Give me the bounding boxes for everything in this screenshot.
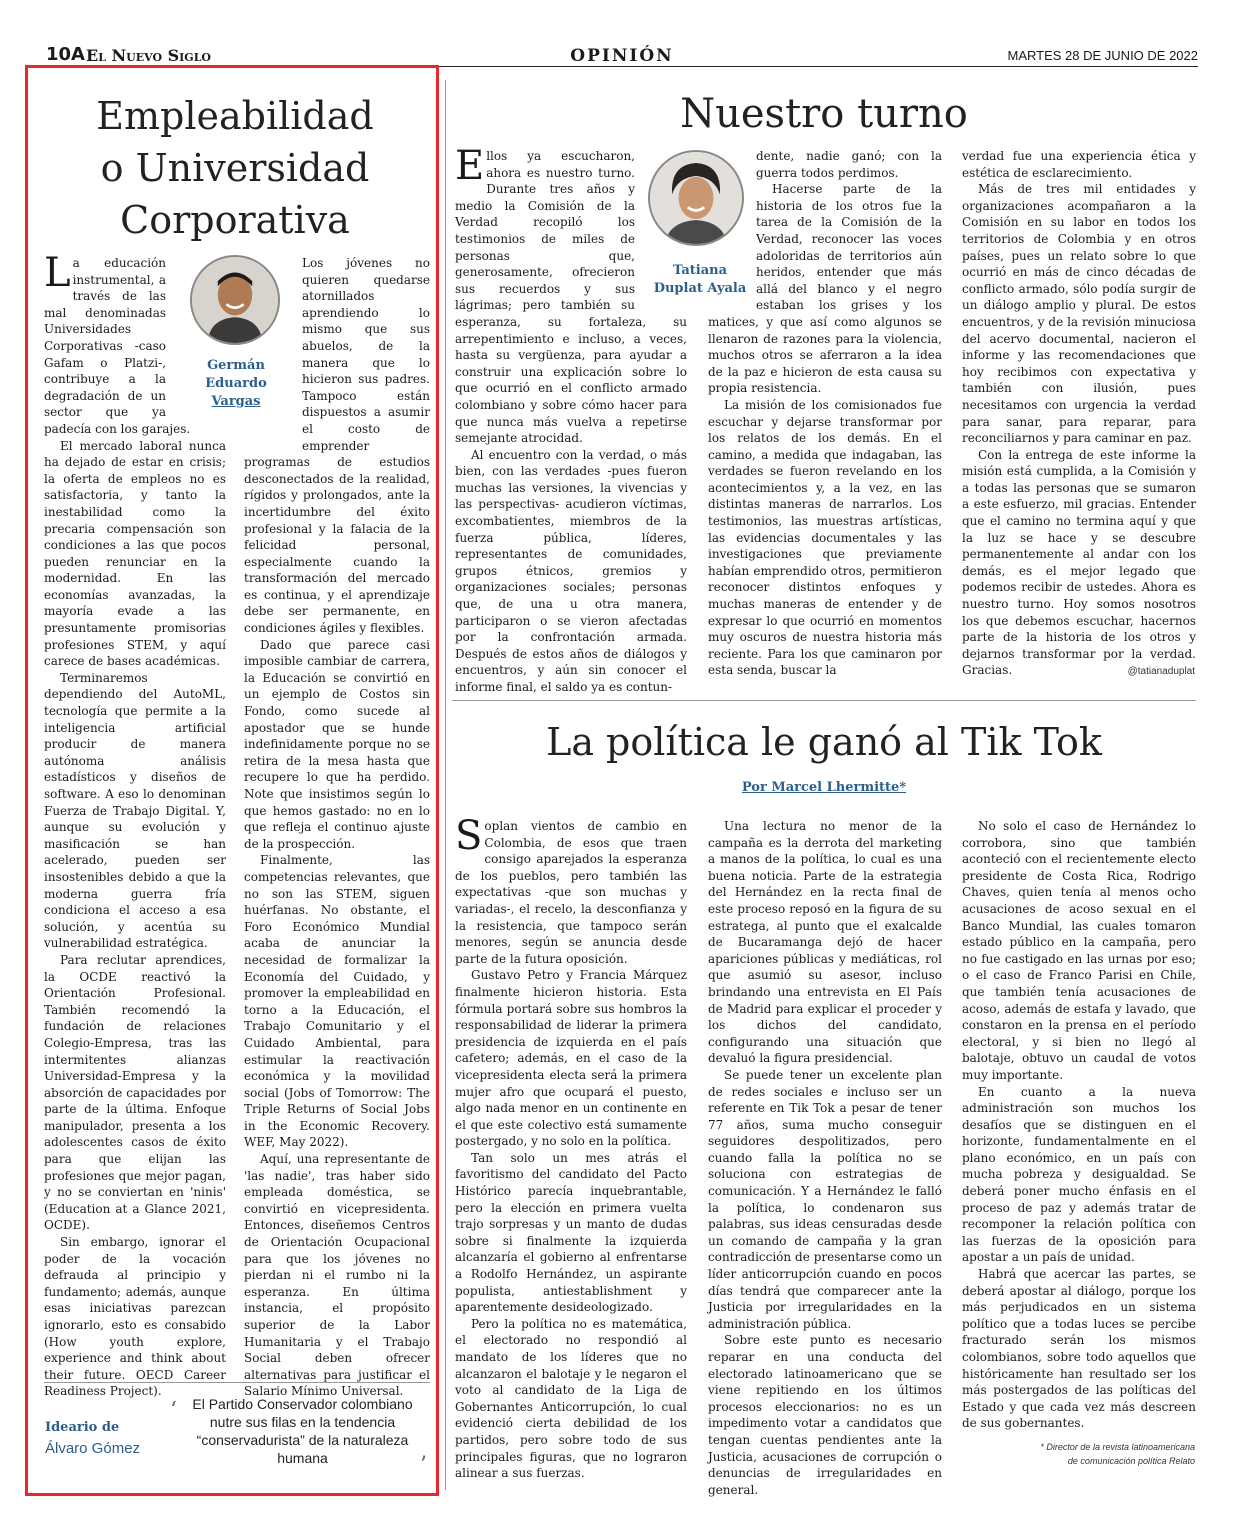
- quote-open-icon: ‘: [170, 1398, 177, 1423]
- paragraph: dente, nadie ganó; con la guerra todos perdimos.: [756, 149, 942, 180]
- page-number: 10A: [46, 44, 85, 65]
- paragraph: Finalmente, las competencias relevantes, que no son las STEM, siguen huérfanas. No obstante, el Foro Económico Mundial acaba de anunciar la necesidad de formalizar la Economía del Cuidado, y promover la empleabilidad en torno a la Educación, el Trabajo Comunitario y el Cuidado Ambiental, para estimular la reactivación económica y la movilidad social (Jobs of Tomorrow: The Triple Returns of Social Jobs in the Economic Recovery. WEF, May 2022).: [244, 853, 430, 1150]
- article-turno-headline: Nuestro turno: [680, 91, 968, 137]
- author-name: Tatiana: [672, 263, 728, 278]
- author-name: Vargas: [211, 394, 261, 409]
- ideario-label: Ideario de: [45, 1420, 120, 1435]
- drop-cap: L: [44, 250, 71, 296]
- paragraph: Pero la política no es matemática, el electorado no respondió al mandato de los líderes que no alcanzaron el balotaje y le negaron el voto al candidato de la Liga de Gobernantes Anticorrupción, lo cual evidenció cierta debilidad de los partidos, pero sobre todo de sus principales figuras, que no lograron alinear a sus fuerzas.: [455, 1316, 687, 1481]
- ideario-quote: El Partido Conservador colombiano nutre sus filas en la tendencia “conservadurista” de la naturaleza humana: [192, 1396, 413, 1466]
- paragraph: Los jóvenes no quieren quedarse atornillados aprendiendo lo mismo que sus abuelos, de la manera que lo hicieron sus padres. Tampoco están dispuestos a asumir el costo de emprender programas de estudios desconectados de la realidad, rígidos y prolongados, ante la incertidumbre del éxito profesional y la falacia de la felicidad personal, especialmente cuando la transformación del mercado es continua, y el aprendizaje debe ser permanente, en condiciones ágiles y flexibles.: [244, 256, 430, 636]
- ideario-divider: [44, 1382, 430, 1383]
- paragraph: Una lectura no menor de la campaña es la derrota del marketing a manos de la política, lo cual es una buena noticia. Parte de la estrategia del Hernández en la recta final de este proceso reposó en la figura de su estratega, al punto que el exalcalde de Bucaramanga dejó de hacer apariciones públicas y mediáticas, rol que asumió su asesor, incluso brindando una entrevista en El País de Madrid para explicar el proceder y los dichos del candidato, configurando una situación que devaluó la figura presidencial.: [708, 819, 942, 1066]
- paragraph: La educación instrumental, a través de las mal denominadas Universidades Corporativas -caso Gafam o Platzi-, contribuye a la degradación de un sector que ya padecía con los garajes.: [44, 250, 191, 436]
- newspaper-name: El Nuevo Siglo: [86, 46, 212, 65]
- issue-date: MARTES 28 DE JUNIO DE 2022: [1007, 48, 1198, 63]
- drop-cap: S: [455, 813, 483, 859]
- paragraph: Ellos ya escucharon, ahora es nuestro turno. Durante tres años y medio la Comisión de la Verdad recopiló los testimonios de miles de personas que, generosamente, ofrecieron sus recuerdos y sus lágrimas; pero también su esperanza, su fortaleza, su arrepentimiento e incluso, a veces, hasta su vergüenza, para ayudar a construir una explicación sobre lo que ocurrió en el conflicto armado colombiano y sobre cómo hacer para que nunca más vuelva a repetirse semejante atrocidad.: [455, 143, 687, 446]
- paragraph: Al encuentro con la verdad, o más bien, con las verdades -pues fueron muchas las versiones, la vivencias y las perspectivas- acudieron víctimas, excombatientes, miembros de la fuerza pública, líderes, representantes de comunidades, grupos étnicos, gremios y organizaciones sociales; personas que, de una u otra manera, participaron o se vieron afectadas por la confrontación armada. Después de estos años de diálogos y encuentros, y aún sin conocer el informe final, el saldo ya es contun-: [455, 447, 687, 694]
- article-left-column-1: [44, 250, 226, 1399]
- paragraph: Dado que parece casi imposible cambiar de carrera, la Educación se convirtió en un ejemplo de Costos sin Fondo, como sucede al apostador que se hunde indefinidamente porque no se retira de la mesa hasta que recupere lo que ha perdido. Note que insistimos según lo que hemos gastado: no en lo que refleja el continuo ajuste de la prospección.: [244, 637, 430, 851]
- article-tiktok-column-3: [962, 818, 1196, 1438]
- article-left-headline: [42, 90, 428, 246]
- paragraph: El mercado laboral nunca ha dejado de estar en crisis; la oferta de empleos no es satisfactoria, y tanto la inestabilidad como la precaria compensación son condiciones a las que pocos pueden renunciar en la modernidad. En las economías avanzadas, la mayoría evade a las presuntamente promisorias profesiones STEM, y aquí carece de bases académicas.: [44, 438, 226, 669]
- column-separator: [445, 80, 446, 1490]
- float-spacer: [166, 255, 226, 415]
- article-turno-column-1: [455, 143, 687, 694]
- paragraph: Habrá que acercar las partes, se deberá apostar al diálogo, porque los más perjudicados en un sistema político que a todas luces se percibe fracturado serán los mismos colombianos, sobre todo aquellos que históricamente han resultado ser los más postergados de las políticas del Estado y que cada vez más descreen de sus gobernantes.: [962, 1267, 1196, 1431]
- author-twitter-handle: @tatianaduplat: [1127, 666, 1195, 677]
- paragraph: Gustavo Petro y Francia Márquez finalmente hicieron historia. Esta fórmula portará sobre sus hombros la responsabilidad de liderar la primera presidencia de izquierda en el país cafetero; además, en el caso de la vicepresidenta electa será la primera mujer afro que ocupará el puesto, algo nada menor en un continente en el que este colectivo está sumamente postergado, y no solo en la política.: [455, 968, 687, 1149]
- paragraph: Hacerse parte de la historia de los otros fue la tarea de la Comisión de la Verdad, reconocer las voces adoloridas de territorios aún heridos, entender que más allá del blanco y el negro estaban los grises y los matices, y que así como algunos se llenaron de razones para la violencia, muchos otros se aferraron a la idea de la paz e hicieron de esta causa su propia resistencia.: [708, 182, 942, 396]
- author-footnote: [965, 1440, 1195, 1468]
- article-turno-column-2: [708, 148, 942, 688]
- ideario-author: Álvaro Gómez: [45, 1440, 141, 1457]
- footnote-line: * Director de la revista latinoamericana: [1040, 1442, 1195, 1452]
- author-name: Eduardo: [205, 376, 267, 391]
- paragraph: No solo el caso de Hernández lo corrobora, sino que también aconteció con el recientemente electo presidente de Costa Rica, Rodrigo Chaves, quien tenía al menos ocho acusaciones de acoso sexual en el Banco Mundial, las cuales tomaron estado público en la campaña, pero no fue castigado en las urnas por eso; o el caso de Franco Parisi en Chile, que también tenía acusaciones de acoso, además de estafa y lavado, que constaron en la prensa en el período electoral, y si bien no llegó al balotaje, obtuvo un caudal de votos muy importante.: [962, 819, 1196, 1082]
- paragraph: Soplan vientos de cambio en Colombia, de esos que traen consigo aparejados la esperanza de los pueblos, pero también las expectativas -que son muchas y variadas-, el recelo, la desconfianza y la resistencia, que tampoco serán menores, según se anuncia desde parte de la futura oposición.: [455, 813, 687, 966]
- author-name: Germán: [207, 358, 265, 373]
- paragraph: Sin embargo, ignorar el poder de la vocación defrauda al principio y fundamento; además, aunque esas iniciativas parezcan ignorarlo, esto es consabido (How youth explore, experience and think about their future. OECD Career Readiness Project).: [44, 1235, 226, 1399]
- float-spacer: [708, 148, 756, 313]
- headline-line: Corporativa: [120, 198, 350, 242]
- author-name: Duplat Ayala: [653, 281, 747, 296]
- paragraph: Con la entrega de este informe la misión está cumplida, a la Comisión y a todas las personas que se sumaron a este esfuerzo, mil gracias. Entender que el camino no termina aquí y que la luz se hace y se descubre permanentemente al andar con los demás, es el mejor legado que podemos recibir de ustedes. Ahora es nuestro turno. Hoy somos nosotros los que debemos escuchar, hacernos parte de la historia de los otros y dejarnos transformar por la verdad. Gracias.: [962, 447, 1196, 678]
- paragraph: La misión de los comisionados fue escuchar y dejarse transformar por los relatos de los demás. En el camino, a medida que indagaban, las verdades se fueron revelando en los acontecimientos y, a la vez, en las distintas maneras de narrarlos. Los testimonios, las muestras artísticas, las evidencias documentales y las investigaciones que previamente habían emprendido otros, permitieron reconocer distintos enfoques y muchas maneras de entender y de expresar lo que ocurrió en momentos muy oscuros de nuestra historia más reciente. Para los que caminaron por esta senda, buscar la: [708, 397, 942, 678]
- article-left-column-2: [244, 255, 430, 1399]
- section-title: OPINIÓN: [570, 46, 674, 66]
- paragraph: Aquí, una representante de 'las nadie', tras haber sido empleada doméstica, se convirtió en vicepresidenta. Entonces, diseñemos Centros de Orientación Ocupacional para que los jóvenes no pierdan ni el rumbo ni la esperanza. En última instancia, el propósito superior de la Labor Humanitaria y el Trabajo Social deben ofrecer alternativas para justificar el Salario Mínimo Universal.: [244, 1152, 430, 1399]
- paragraph: En cuanto a la nueva administración son muchos los desafíos que se distinguen en el horizonte, fundamentalmente en el plano económico, en un país con mucha pobreza y desigualdad. Se deberá poner mucho énfasis en el proceso de paz y además tratar de recomponer la relación política con las fuerzas de la oposición para apostar a un país de unidad.: [962, 1084, 1196, 1265]
- quote-close-icon: ’: [420, 1453, 427, 1478]
- headline-line: o Universidad: [100, 146, 370, 190]
- paragraph: Sobre este punto es necesario reparar en una conducta del electorado latinoamericano que se viene repitiendo en los últimos procesos eleccionarios: no es un impedimento votar a candidatos que tengan cuentas pendientes ante la Justicia, acusaciones de corrupción o denuncias de irregularidades en general.: [708, 1333, 942, 1497]
- paragraph: Se puede tener un excelente plan de redes sociales e incluso ser un referente en Tik Tok a pesar de tener 77 años, suma mucho conseguir seguidores despolitizados, pero cuando falla la política no se soluciona con estrategias de comunicación. Y a Hernández le falló la política, lo condenaron sus palabras, sus ideas censuradas desde un comando de campaña y la gran contradicción de presentarse como un líder anticorrupción cuando en pocos días tendrá que comparecer ante la Justicia por irregularidades en la administración pública.: [708, 1067, 942, 1331]
- paragraph: Tan solo un mes atrás el favoritismo del candidato del Pacto Histórico parecía inquebrantable, pero la elección en primera vuelta trajo sorpresas y un manto de dudas sobre si finalmente la izquierda alcanzaría el gobierno al enfrentarse a Rodolfo Hernández, un aspirante populista, antiestablishment y aparentemente desideologizado.: [455, 1150, 687, 1315]
- article-tiktok-column-1: [455, 813, 687, 1481]
- article-tiktok-column-2: [708, 818, 942, 1497]
- drop-cap: E: [455, 143, 485, 189]
- paragraph: Terminaremos dependiendo del AutoML, tecnología que permite a la inteligencia artificial producir de manera autónoma análisis estadísticos y diseños de software. A eso lo denominan Fuerza de Trabajo Digital. Y, aunque su evolución y masificación se han acelerado, pueden ser insostenibles debido a que la moderna guerra fría condiciona el acceso a esa solución, y acentúa su vulnerabilidad estratégica.: [44, 670, 226, 951]
- paragraph: verdad fue una experiencia ética y estética de esclarecimiento.: [962, 149, 1196, 180]
- article-tiktok-headline: La política le ganó al Tik Tok: [546, 720, 1102, 764]
- page-header: [46, 44, 1198, 66]
- paragraph: Para reclutar aprendices, la OCDE reactivó la Orientación Profesional. También recomendó la fundación de relaciones Colegio-Empresa, tras las intermitentes alianzas Universidad-Empresa y la absorción de capacidades por parte de la última. Enfoque manipulador, presenta a los adolescentes casos de éxito para que elijan las profesiones que mejor pagan, y no se conviertan en 'ninis' (Education at a Glance 2021, OCDE).: [44, 952, 226, 1233]
- float-spacer: [244, 255, 302, 445]
- article-divider: [452, 700, 1196, 701]
- paragraph: Más de tres mil entidades y organizaciones acompañaron a la Comisión en su labor en todos los territorios de Colombia y en otros países, pues un relato sobre lo que ocurrió en más de cinco décadas de conflicto armado, sólo podía surgir de un diálogo amplio y plural. De estos encuentros, y de la revisión minuciosa del acervo documental, nacieron el informe y las recomendaciones que hoy recibimos con expectativa y también con ilusión, pues necesitamos con urgencia la verdad para sanar, para reparar, para reconciliarnos y para caminar en paz.: [962, 182, 1196, 446]
- footnote-line: de comunicación política Relato: [1067, 1456, 1195, 1466]
- headline-line: Empleabilidad: [96, 94, 374, 138]
- article-tiktok-byline: Por Marcel Lhermitte*: [741, 780, 907, 795]
